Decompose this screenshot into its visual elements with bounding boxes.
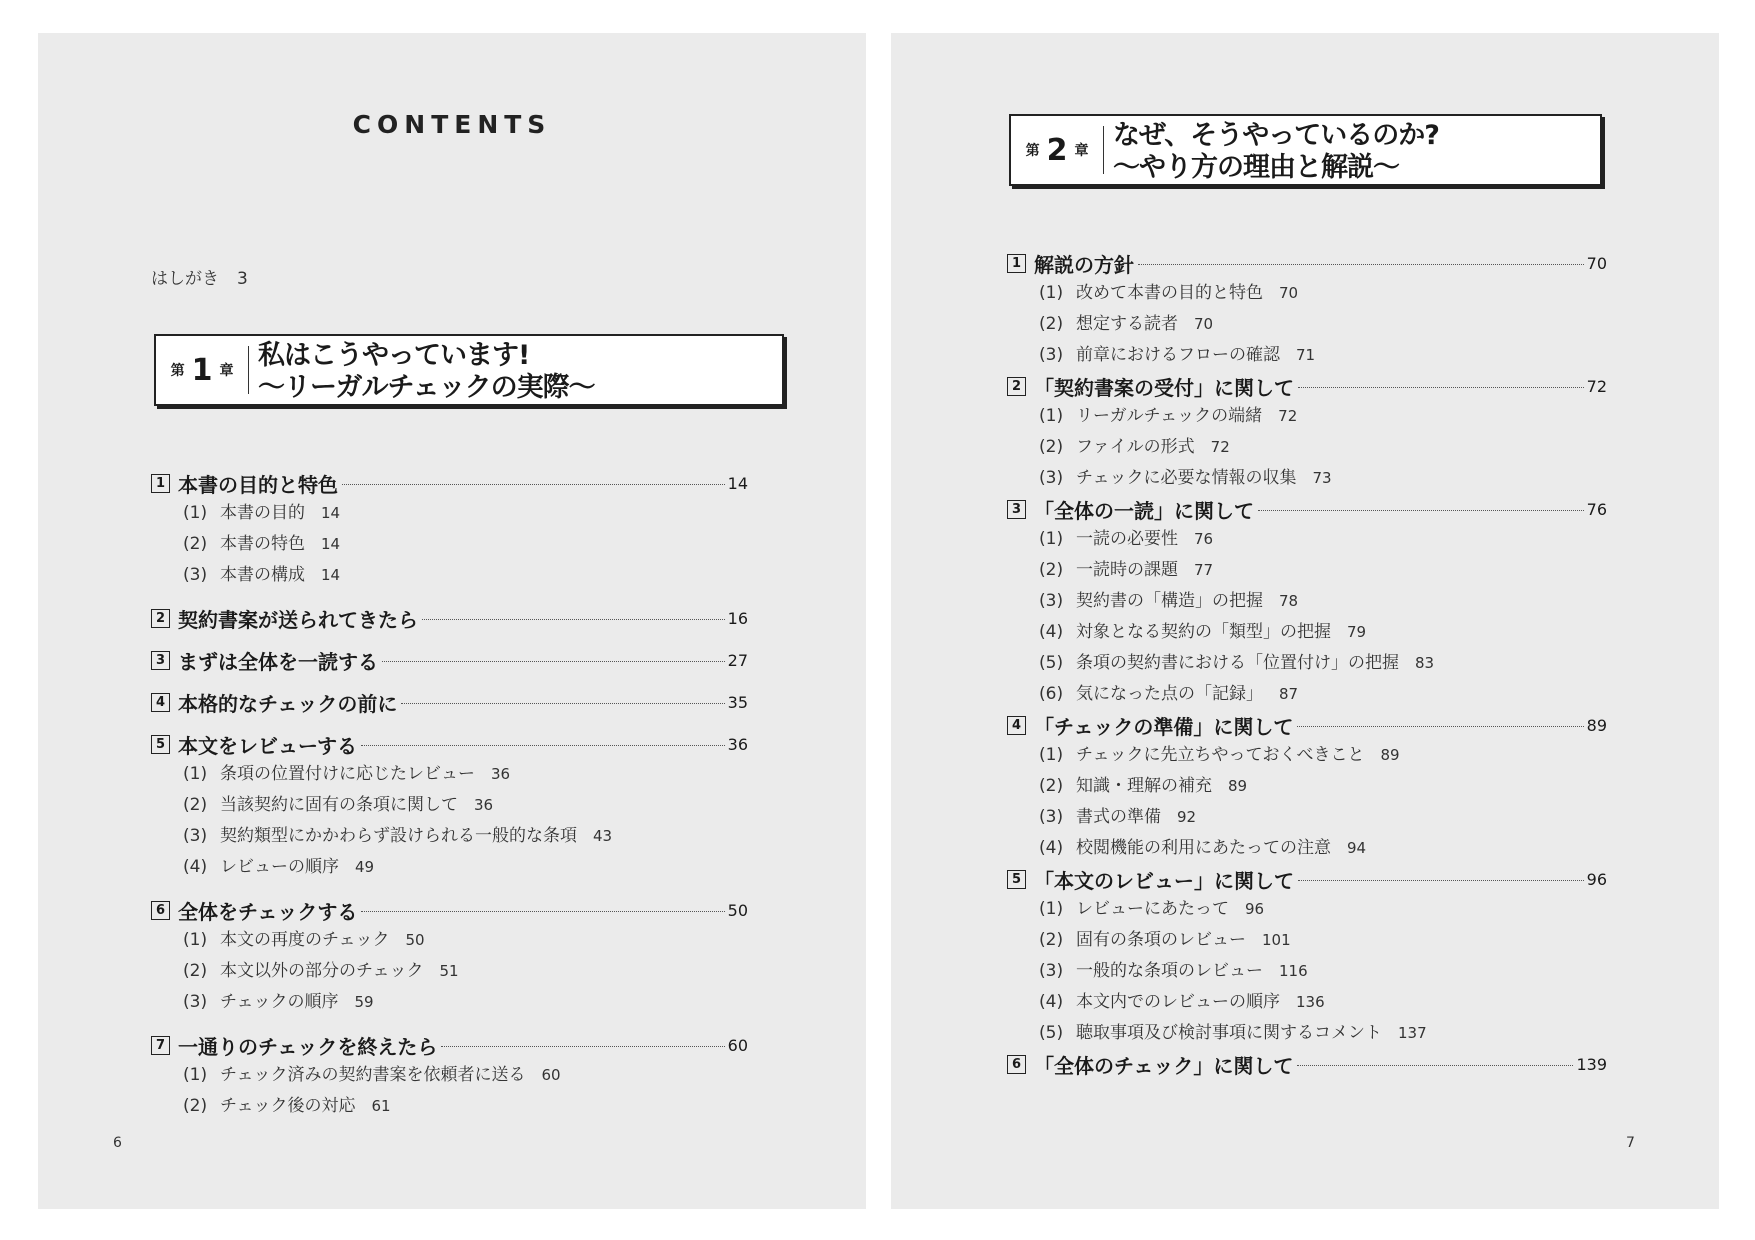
- subsection-title: ファイルの形式: [1076, 437, 1195, 457]
- toc-subsection-entry[interactable]: [1007, 833, 1607, 864]
- subsection-number: (5): [1039, 1023, 1064, 1043]
- subsection-page: 36: [491, 765, 511, 783]
- dot-leader: [1298, 880, 1584, 881]
- subsection-page: 36: [474, 796, 494, 814]
- toc-subsection-entry[interactable]: [151, 925, 748, 956]
- chapter-suffix: 章: [219, 363, 234, 379]
- section-page: 27: [727, 650, 748, 670]
- subsection-number: (1): [1039, 406, 1064, 426]
- subsection-title: 対象となる契約の「類型」の把握: [1076, 622, 1331, 642]
- subsection-number: (3): [1039, 591, 1064, 611]
- subsection-title: 契約類型にかかわらず設けられる一般的な条項: [220, 826, 577, 846]
- subsection-title: 本文内でのレビューの順序: [1076, 992, 1280, 1012]
- toc-subsection-entry[interactable]: [1007, 340, 1607, 371]
- dot-leader: [342, 484, 725, 485]
- subsection-page: 137: [1398, 1024, 1427, 1042]
- subsection-page: 70: [1279, 284, 1299, 302]
- toc-chapter-2: [1007, 248, 1607, 1079]
- chapter-suffix: 章: [1074, 143, 1089, 159]
- subsection-number: (3): [183, 565, 208, 585]
- subsection-title: 条項の位置付けに応じたレビュー: [220, 764, 475, 784]
- subsection-page: 72: [1278, 407, 1298, 425]
- toc-subsection-entry[interactable]: [1007, 648, 1607, 679]
- section-title: 本書の目的と特色: [178, 472, 338, 497]
- subsection-number: (2): [183, 1096, 208, 1116]
- subsection-page: 71: [1296, 346, 1316, 364]
- dot-leader: [401, 703, 724, 704]
- subsection-number: (3): [1039, 807, 1064, 827]
- section-number-box: 6: [151, 901, 170, 920]
- subsection-page: 59: [354, 993, 374, 1011]
- subsection-number: (1): [1039, 283, 1064, 303]
- subsection-title: チェック後の対応: [220, 1096, 356, 1116]
- toc-subsection-entry[interactable]: [1007, 524, 1607, 555]
- subsection-page: 87: [1279, 685, 1299, 703]
- chapter-title: [1113, 120, 1439, 184]
- preface-page: 3: [237, 269, 248, 289]
- subsection-number: (3): [183, 826, 208, 846]
- section-title: 「契約書案の受付」に関して: [1034, 375, 1294, 400]
- toc-subsection-entry[interactable]: [151, 759, 748, 790]
- toc-subsection-entry[interactable]: [1007, 802, 1607, 833]
- subsection-number: (2): [1039, 314, 1064, 334]
- section-page: 14: [727, 473, 748, 493]
- dot-leader: [441, 1046, 724, 1047]
- subsection-title: 改めて本書の目的と特色: [1076, 283, 1263, 303]
- toc-section: [1007, 1049, 1607, 1079]
- subsection-title: 一読時の課題: [1076, 560, 1178, 580]
- section-page: 96: [1586, 869, 1607, 889]
- toc-section-entry[interactable]: [1007, 248, 1607, 278]
- section-title: 「本文のレビュー」に関して: [1034, 868, 1294, 893]
- section-number-box: 6: [1007, 1055, 1026, 1074]
- subsection-page: 79: [1347, 623, 1367, 641]
- subsection-page: 101: [1262, 931, 1291, 949]
- toc-subsection-entry[interactable]: [1007, 617, 1607, 648]
- toc-section-entry[interactable]: [1007, 494, 1607, 524]
- subsection-number: (3): [1039, 345, 1064, 365]
- dot-leader: [1138, 264, 1584, 265]
- subsection-title: 当該契約に固有の条項に関して: [220, 795, 458, 815]
- subsection-page: 77: [1194, 561, 1214, 579]
- subsection-number: (1): [183, 503, 208, 523]
- subsection-page: 89: [1228, 777, 1248, 795]
- subsection-number: (2): [1039, 560, 1064, 580]
- subsection-number: (1): [1039, 745, 1064, 765]
- subsection-title: 想定する読者: [1076, 314, 1178, 334]
- toc-subsection-entry[interactable]: [151, 987, 748, 1018]
- toc-subsection-entry[interactable]: [1007, 432, 1607, 463]
- subsection-title: 本書の構成: [220, 565, 305, 585]
- subsection-page: 14: [321, 566, 341, 584]
- section-number-box: 7: [151, 1036, 170, 1055]
- section-title: 一通りのチェックを終えたら: [178, 1034, 438, 1059]
- subsection-number: (1): [183, 930, 208, 950]
- toc-subsection-entry[interactable]: [1007, 401, 1607, 432]
- subsection-page: 43: [593, 827, 613, 845]
- toc-subsection-entry[interactable]: [1007, 463, 1607, 494]
- subsection-page: 72: [1210, 438, 1230, 456]
- subsection-page: 49: [355, 858, 375, 876]
- section-title: まずは全体を一読する: [178, 649, 378, 674]
- subsection-number: (4): [183, 857, 208, 877]
- subsection-page: 78: [1279, 592, 1299, 610]
- subsection-page: 51: [439, 962, 459, 980]
- chapter-prefix: 第: [1025, 143, 1040, 159]
- section-number-box: 3: [151, 651, 170, 670]
- chapter-title-line2: ～やり方の理由と解説～: [1113, 152, 1399, 183]
- toc-section: [1007, 248, 1607, 371]
- subsection-title: 知識・理解の補充: [1076, 776, 1212, 796]
- toc-section: [1007, 864, 1607, 1049]
- toc-section-entry[interactable]: [151, 1030, 748, 1060]
- subsection-title: 前章におけるフローの確認: [1076, 345, 1280, 365]
- toc-section: [151, 468, 748, 591]
- subsection-number: (1): [183, 764, 208, 784]
- chapter-number: [1011, 116, 1103, 184]
- subsection-number: (5): [1039, 653, 1064, 673]
- section-number-box: 5: [1007, 870, 1026, 889]
- section-page: 139: [1576, 1054, 1607, 1074]
- section-page: 76: [1586, 499, 1607, 519]
- subsection-title: チェック済みの契約書案を依頼者に送る: [220, 1065, 526, 1085]
- page-number: 6: [113, 1135, 122, 1151]
- toc-section-entry[interactable]: [151, 687, 748, 717]
- chapter-title-line1: 私はこうやっています!: [258, 340, 530, 371]
- toc-section: [151, 895, 748, 1018]
- subsection-number: (6): [1039, 684, 1064, 704]
- toc-subsection-entry[interactable]: [1007, 894, 1607, 925]
- dot-leader: [361, 745, 725, 746]
- preface-label: はしがき: [151, 269, 219, 289]
- chapter-2-heading: [1009, 114, 1602, 186]
- subsection-page: 14: [321, 535, 341, 553]
- subsection-number: (3): [183, 992, 208, 1012]
- toc-subsection-entry[interactable]: [1007, 925, 1607, 956]
- toc-subsection-entry[interactable]: [151, 498, 748, 529]
- subsection-page: 116: [1279, 962, 1308, 980]
- section-number-box: 5: [151, 735, 170, 754]
- toc-subsection-entry[interactable]: [151, 790, 748, 821]
- chapter-prefix: 第: [170, 363, 185, 379]
- chapter-number-value: 1: [191, 352, 213, 388]
- chapter-title-line1: なぜ、そうやっているのか?: [1113, 120, 1439, 151]
- dot-leader: [1297, 1065, 1573, 1066]
- section-number-box: 1: [1007, 254, 1026, 273]
- subsection-number: (2): [1039, 776, 1064, 796]
- subsection-title: チェックに先立ちやっておくべきこと: [1076, 745, 1365, 765]
- toc-subsection-entry[interactable]: [1007, 309, 1607, 340]
- toc-section-entry[interactable]: [1007, 864, 1607, 894]
- section-number-box: 1: [151, 474, 170, 493]
- section-title: 本格的なチェックの前に: [178, 691, 398, 716]
- toc-subsection-entry[interactable]: [151, 1091, 748, 1122]
- toc-subsection-entry[interactable]: [151, 560, 748, 591]
- subsection-number: (3): [1039, 468, 1064, 488]
- section-title: 「全体の一読」に関して: [1034, 498, 1254, 523]
- subsection-number: (4): [1039, 838, 1064, 858]
- toc-subsection-entry[interactable]: [151, 821, 748, 852]
- toc-section: [151, 603, 748, 633]
- subsection-title: 本書の目的: [220, 503, 305, 523]
- section-number-box: 4: [151, 693, 170, 712]
- subsection-title: 一読の必要性: [1076, 529, 1178, 549]
- subsection-title: 一般的な条項のレビュー: [1076, 961, 1263, 981]
- section-title: 全体をチェックする: [178, 899, 358, 924]
- dot-leader: [1258, 510, 1584, 511]
- toc-section-entry[interactable]: [1007, 710, 1607, 740]
- section-title: 解説の方針: [1034, 252, 1134, 277]
- toc-chapter-1: [151, 468, 748, 1134]
- subsection-page: 14: [321, 504, 341, 522]
- toc-subsection-entry[interactable]: [1007, 1018, 1607, 1049]
- subsection-title: レビューにあたって: [1076, 899, 1229, 919]
- toc-subsection-entry[interactable]: [1007, 555, 1607, 586]
- subsection-number: (2): [183, 961, 208, 981]
- subsection-title: 本文以外の部分のチェック: [220, 961, 424, 981]
- subsection-page: 83: [1415, 654, 1435, 672]
- subsection-number: (1): [1039, 899, 1064, 919]
- subsection-page: 94: [1347, 839, 1367, 857]
- chapter-number: [156, 336, 248, 404]
- section-title: 「全体のチェック」に関して: [1034, 1053, 1294, 1078]
- toc-subsection-entry[interactable]: [1007, 956, 1607, 987]
- toc-subsection-entry[interactable]: [1007, 586, 1607, 617]
- dot-leader: [422, 619, 725, 620]
- section-number-box: 3: [1007, 500, 1026, 519]
- subsection-title: 気になった点の「記録」: [1076, 684, 1263, 704]
- section-number-box: 4: [1007, 716, 1026, 735]
- subsection-title: 条項の契約書における「位置付け」の把握: [1076, 653, 1399, 673]
- toc-subsection-entry[interactable]: [151, 529, 748, 560]
- subsection-page: 136: [1296, 993, 1325, 1011]
- toc-subsection-entry[interactable]: [1007, 987, 1607, 1018]
- section-number-box: 2: [151, 609, 170, 628]
- subsection-title: チェックの順序: [220, 992, 339, 1012]
- dot-leader: [1298, 387, 1584, 388]
- subsection-title: 書式の準備: [1076, 807, 1161, 827]
- subsection-number: (4): [1039, 622, 1064, 642]
- toc-subsection-entry[interactable]: [1007, 679, 1607, 710]
- subsection-page: 50: [405, 931, 425, 949]
- subsection-page: 70: [1194, 315, 1214, 333]
- right-page: [891, 33, 1719, 1209]
- subsection-page: 92: [1177, 808, 1197, 826]
- section-page: 60: [727, 1035, 748, 1055]
- toc-subsection-entry[interactable]: [151, 956, 748, 987]
- subsection-title: 聴取事項及び検討事項に関するコメント: [1076, 1023, 1382, 1043]
- section-page: 50: [727, 900, 748, 920]
- section-title: 本文をレビューする: [178, 733, 357, 758]
- toc-section: [151, 687, 748, 717]
- subsection-number: (4): [1039, 992, 1064, 1012]
- section-page: 35: [727, 692, 748, 712]
- toc-section-entry[interactable]: [151, 895, 748, 925]
- contents-heading: CONTENTS: [352, 110, 552, 139]
- subsection-number: (1): [183, 1065, 208, 1085]
- dot-leader: [361, 911, 724, 912]
- subsection-title: リーガルチェックの端緒: [1076, 406, 1263, 426]
- chapter-title-line2: ～リーガルチェックの実際～: [258, 372, 595, 403]
- subsection-title: チェックに必要な情報の収集: [1076, 468, 1297, 488]
- section-page: 16: [727, 608, 748, 628]
- toc-section: [151, 1030, 748, 1122]
- toc-subsection-entry[interactable]: [1007, 740, 1607, 771]
- page-number: 7: [1626, 1135, 1635, 1151]
- toc-subsection-entry[interactable]: [1007, 771, 1607, 802]
- subsection-page: 73: [1312, 469, 1332, 487]
- toc-section: [1007, 371, 1607, 494]
- dot-leader: [1297, 726, 1583, 727]
- section-title: 契約書案が送られてきたら: [178, 607, 418, 632]
- toc-section-entry[interactable]: [1007, 371, 1607, 401]
- section-number-box: 2: [1007, 377, 1026, 396]
- preface-entry[interactable]: [151, 264, 248, 289]
- subsection-number: (1): [1039, 529, 1064, 549]
- subsection-page: 96: [1245, 900, 1265, 918]
- toc-subsection-entry[interactable]: [1007, 278, 1607, 309]
- subsection-title: 校閲機能の利用にあたっての注意: [1076, 838, 1331, 858]
- section-title: 「チェックの準備」に関して: [1034, 714, 1294, 739]
- subsection-page: 89: [1380, 746, 1400, 764]
- toc-section-entry[interactable]: [151, 468, 748, 498]
- toc-section: [1007, 710, 1607, 864]
- section-page: 89: [1586, 715, 1607, 735]
- toc-subsection-entry[interactable]: [151, 1060, 748, 1091]
- section-page: 72: [1586, 376, 1607, 396]
- subsection-title: 契約書の「構造」の把握: [1076, 591, 1263, 611]
- subsection-title: 本書の特色: [220, 534, 305, 554]
- subsection-page: 76: [1194, 530, 1214, 548]
- toc-section-entry[interactable]: [151, 729, 748, 759]
- toc-section: [1007, 494, 1607, 710]
- chapter-title: [258, 340, 595, 404]
- subsection-title: レビューの順序: [220, 857, 339, 877]
- subsection-page: 60: [541, 1066, 561, 1084]
- subsection-number: (2): [1039, 930, 1064, 950]
- chapter-1-heading: [154, 334, 784, 406]
- left-page: [38, 33, 866, 1209]
- subsection-page: 61: [371, 1097, 391, 1115]
- subsection-number: (2): [183, 795, 208, 815]
- toc-section: [151, 645, 748, 675]
- subsection-number: (2): [1039, 437, 1064, 457]
- chapter-number-value: 2: [1046, 132, 1068, 168]
- toc-section-entry[interactable]: [1007, 1049, 1607, 1079]
- section-page: 36: [727, 734, 748, 754]
- subsection-title: 固有の条項のレビュー: [1076, 930, 1246, 950]
- toc-section-entry[interactable]: [151, 645, 748, 675]
- dot-leader: [382, 661, 725, 662]
- chapter-divider: [1103, 126, 1104, 174]
- subsection-number: (3): [1039, 961, 1064, 981]
- subsection-number: (2): [183, 534, 208, 554]
- toc-section-entry[interactable]: [151, 603, 748, 633]
- toc-subsection-entry[interactable]: [151, 852, 748, 883]
- toc-section: [151, 729, 748, 883]
- section-page: 70: [1586, 253, 1607, 273]
- subsection-title: 本文の再度のチェック: [220, 930, 390, 950]
- chapter-divider: [248, 346, 249, 394]
